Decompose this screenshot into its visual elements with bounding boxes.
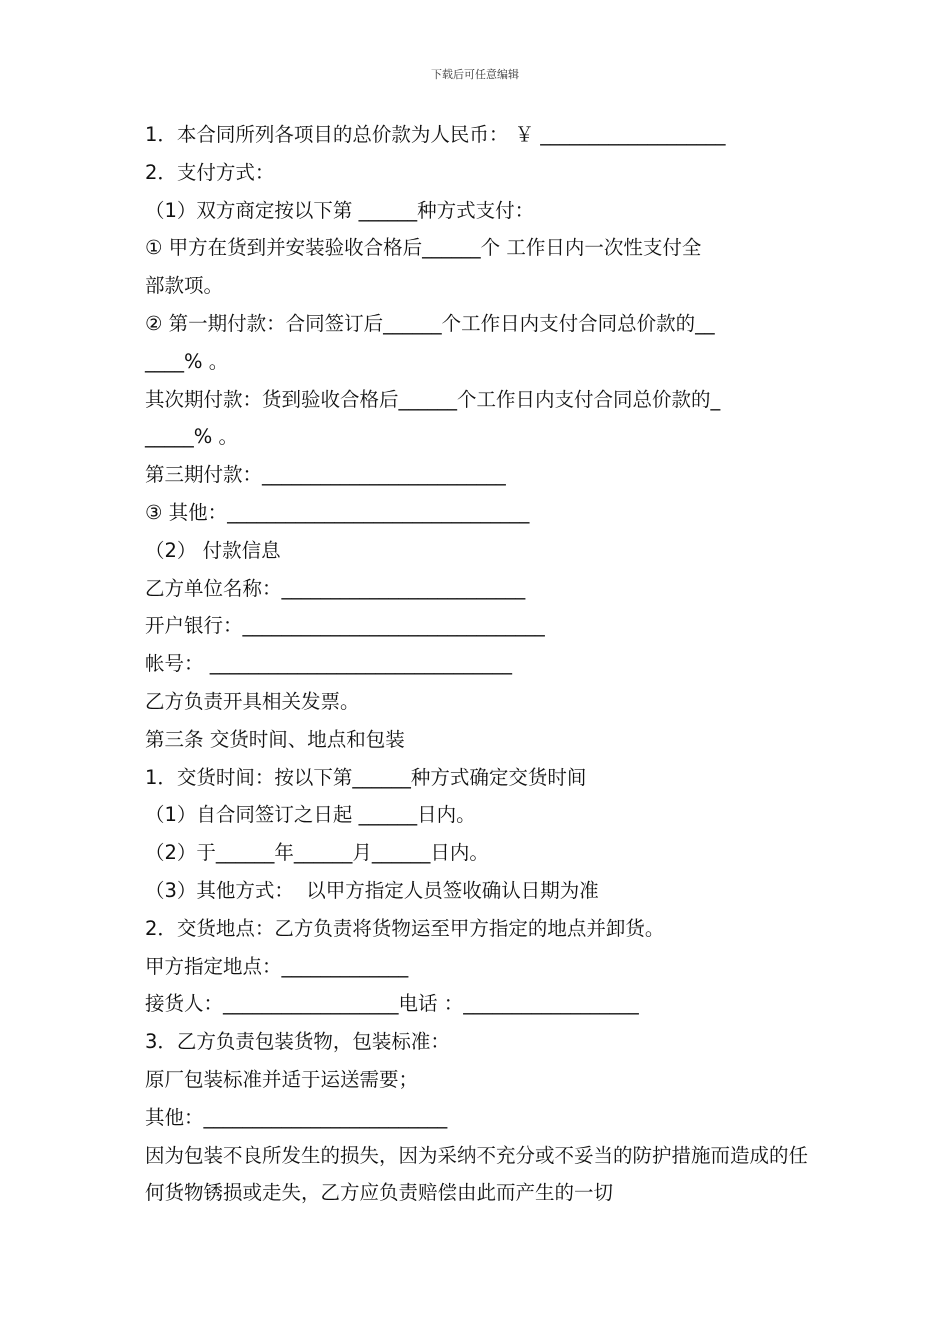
text-line: 2．支付方式： xyxy=(145,160,275,184)
text-line: 帐号： _______________________________ xyxy=(145,652,512,676)
text-line: 部款项。 xyxy=(145,274,224,298)
text-line: （3）其他方式： 以甲方指定人员签收确认日期为准 xyxy=(145,878,599,902)
text-line: 乙方单位名称：_________________________ xyxy=(145,576,526,600)
text-line: ② 第一期付款：合同签订后______个工作日内支付合同总价款的__ xyxy=(145,311,715,335)
text-line: 接货人：__________________电话 ：__________________ xyxy=(145,992,639,1016)
text-line: ③ 其他：_______________________________ xyxy=(145,500,530,524)
text-line: 开户银行：_______________________________ xyxy=(145,614,545,638)
text-line: ____% 。 xyxy=(145,349,229,373)
text-line: 其次期付款：货到验收合格后______个工作日内支付合同总价款的_ xyxy=(145,387,721,411)
text-line: 甲方指定地点：_____________ xyxy=(145,954,409,978)
text-line: 3．乙方负责包装货物，包装标准： xyxy=(145,1030,450,1054)
text-line: （2） 付款信息 xyxy=(145,538,281,562)
text-line: （1）自合同签订之日起 ______日内。 xyxy=(145,803,476,827)
text-line: 原厂包装标准并适于运送需要； xyxy=(145,1067,419,1091)
text-line: 其他：_________________________ xyxy=(145,1105,448,1129)
page-header: 下载后可任意编辑 xyxy=(431,68,519,81)
text-line: 2．交货地点：乙方负责将货物运至甲方指定的地点并卸货。 xyxy=(145,916,665,940)
text-line: 第三期付款：_________________________ xyxy=(145,463,506,487)
text-line: _____% 。 xyxy=(145,425,238,449)
final-paragraph: 因为包装不良所发生的损失，因为采纳不充分或不妥当的防护措施而造成的任何货物锈损或走失，乙方应负责赔偿由此而产生的一切 xyxy=(145,1143,809,1205)
text-line: 1．本合同所列各项目的总价款为人民币： ￥ ___________________ xyxy=(145,123,726,146)
section-heading: 第三条 交货时间、地点和包装 xyxy=(145,727,405,751)
text-line: 1．交货时间：按以下第______种方式确定交货时间 xyxy=(145,765,587,789)
contract-body xyxy=(145,116,825,1212)
text-line: （2）于______年______月______日内。 xyxy=(145,841,489,865)
text-line: ① 甲方在货到并安装验收合格后______个 工作日内一次性支付全 xyxy=(145,236,702,260)
text-line: （1）双方商定按以下第 ______种方式支付： xyxy=(145,198,535,222)
text-line: 乙方负责开具相关发票。 xyxy=(145,689,360,713)
